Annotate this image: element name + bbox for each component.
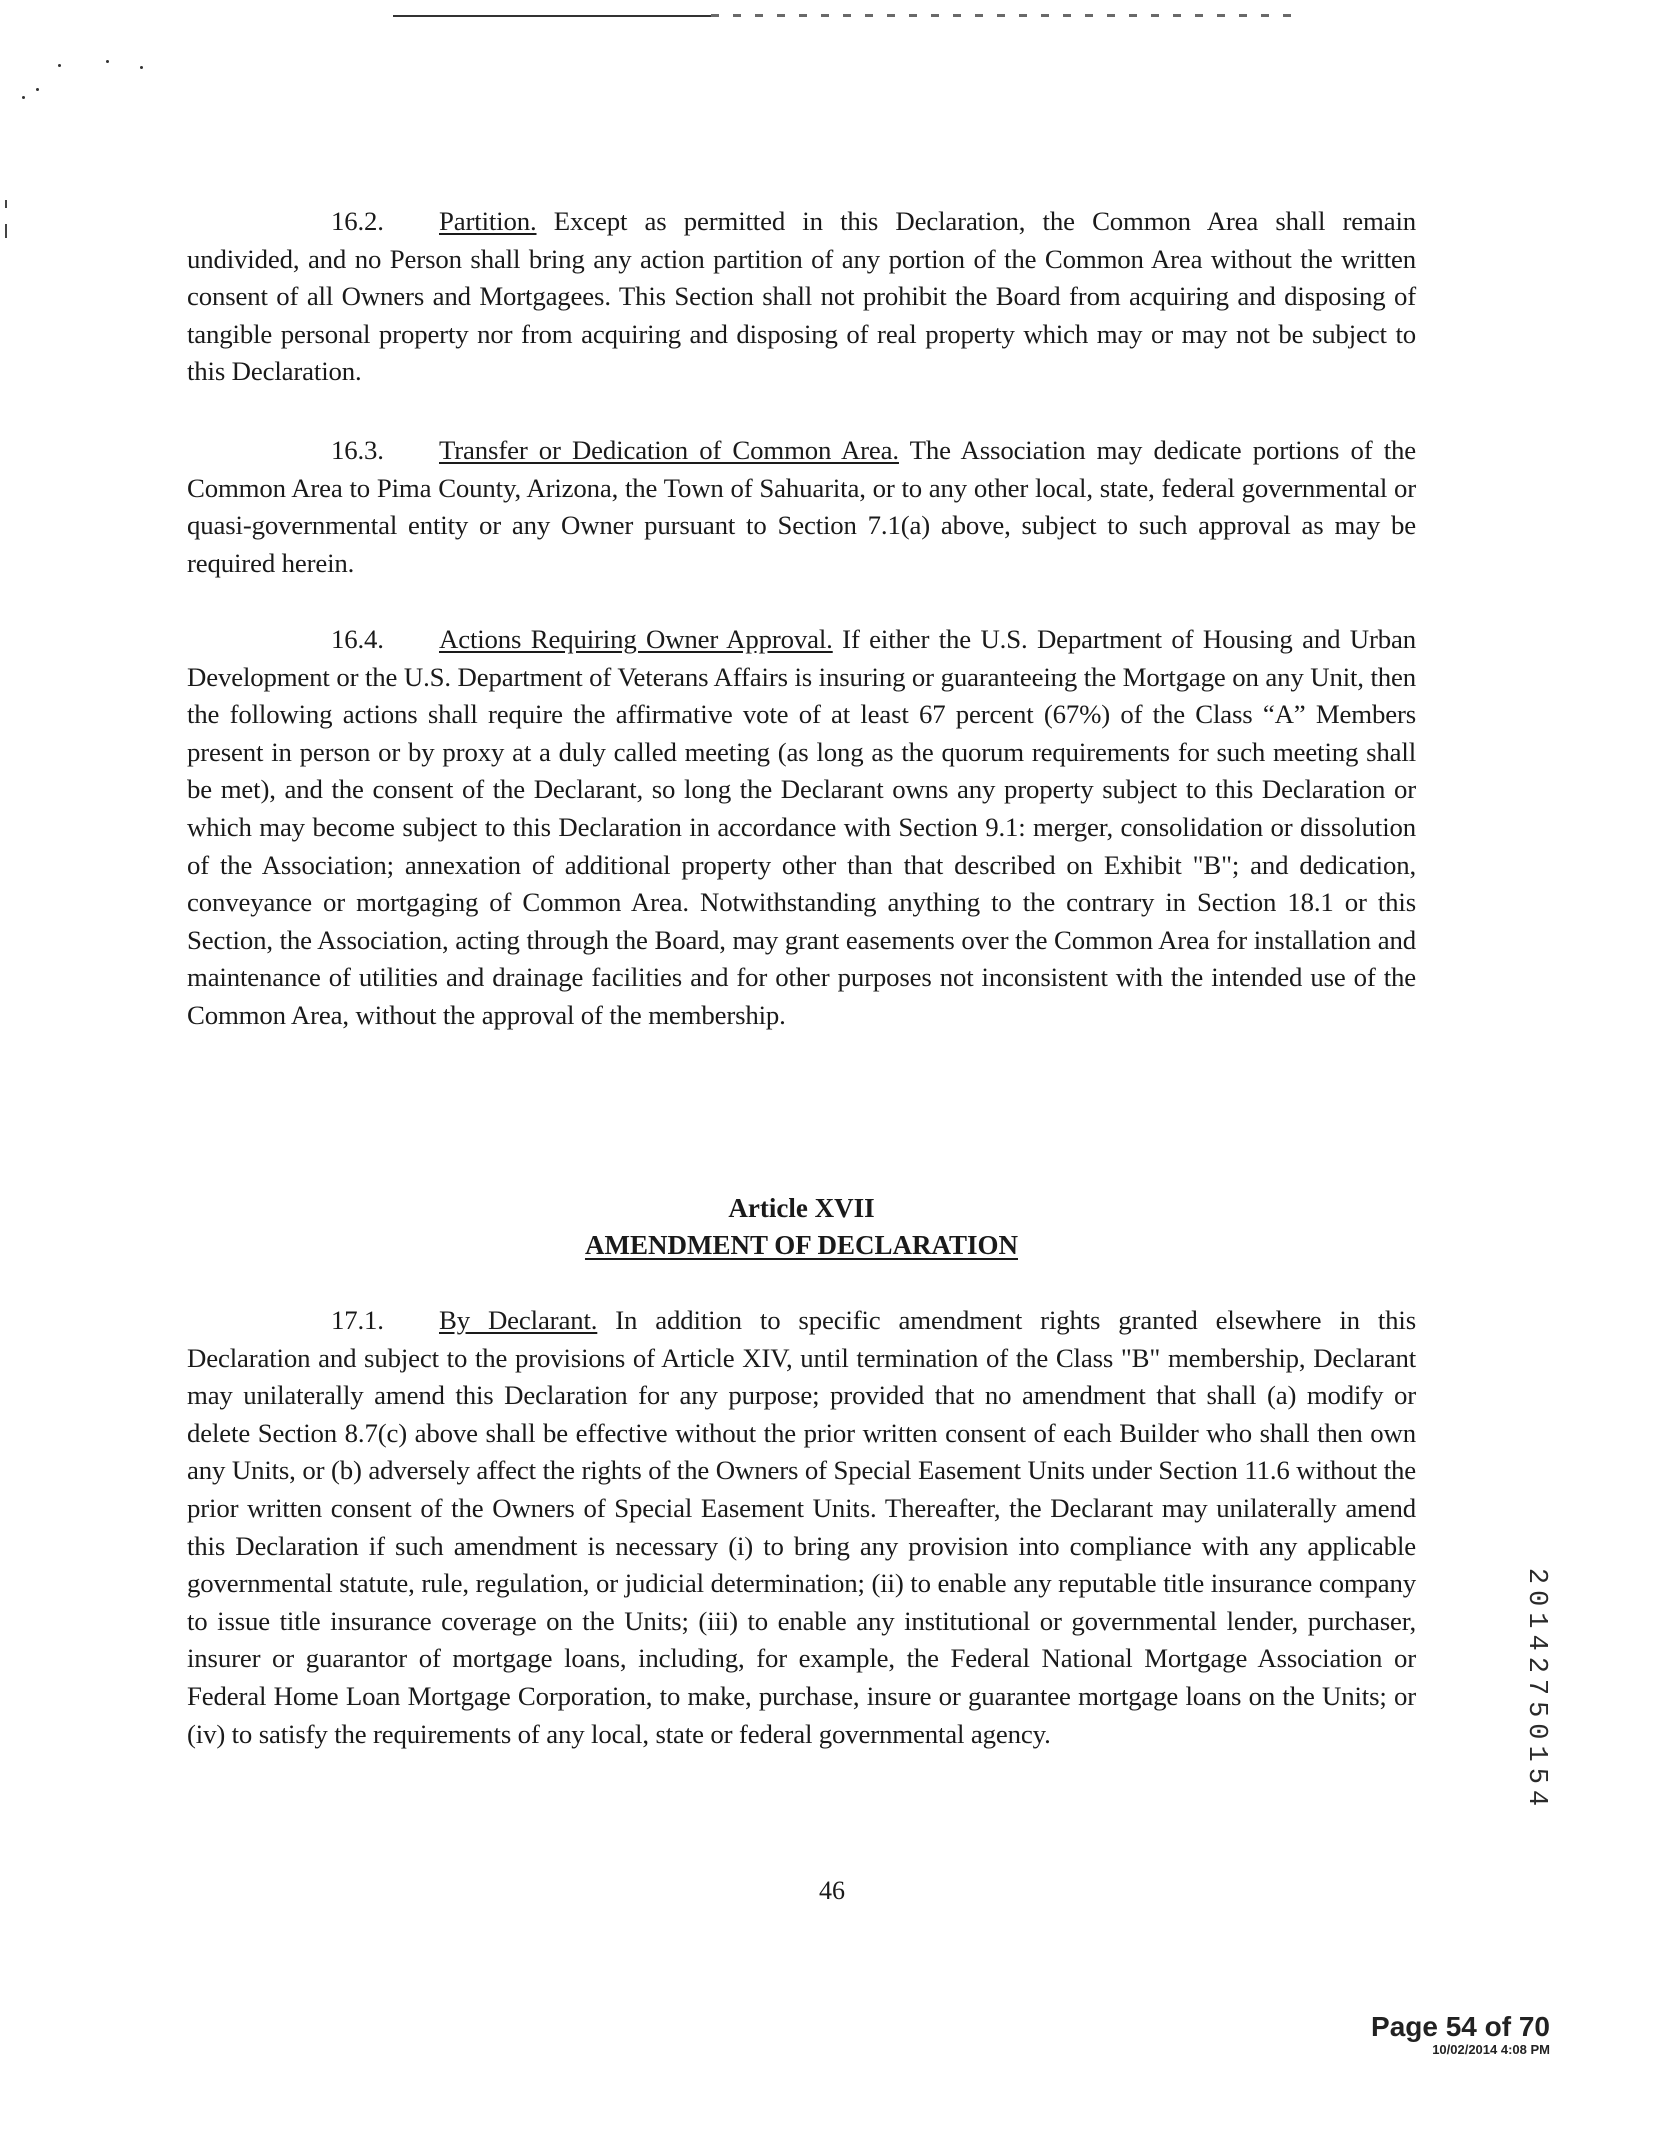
section-title: By Declarant. (439, 1305, 598, 1335)
page-number: 46 (819, 1876, 845, 1905)
section-title: Actions Requiring Owner Approval. (439, 624, 833, 654)
section-16-3 (187, 432, 1416, 582)
section-title: Partition. (439, 206, 537, 236)
stamp-date: 10/02/2014 4:08 PM (1432, 2042, 1550, 2057)
page-count: Page 54 of 70 (1371, 2011, 1550, 2042)
section-body: If either the U.S. Department of Housing and Urban Development or the U.S. Department of Veterans Affairs is insuring or guaranteeing the Mortgage on any Unit, then the following actions shall require the affirmative vote of at least 67 percent (67%) of the Class “A” Members present in person or by proxy at a duly called meeting (as long as the quorum requirements for such meeting shall be met), and the consent of the Declarant, so long the Declarant owns any property subject to this Declaration or which may become subject to this Declaration in accordance with Section 9.1: merger, consolidation or dissolution of the Association; annexation of additional property other than that described on Exhibit "B"; and dedication, conveyance or mortgaging of Common Area. Notwithstanding anything to the contrary in Section 18.1 or this Section, the Association, acting through the Board, may grant easements over the Common Area for installation and maintenance of utilities and drainage facilities and for other purposes not inconsistent with the intended use of the Common Area, without the approval of the membership. (187, 624, 1416, 1030)
scan-margin-tick (5, 224, 7, 238)
section-17-1 (187, 1302, 1416, 1753)
section-body: Except as permitted in this Declaration, the Common Area shall remain undivided, and no Person shall bring any action partition of any portion of the Common Area without the written consent of all Owners and Mortgagees. This Section shall not prohibit the Board from acquiring and disposing of tangible personal property nor from acquiring and disposing of real property which may or may not be subject to this Declaration. (187, 206, 1416, 387)
section-body: In addition to specific amendment rights granted elsewhere in this Declaration and subject to the provisions of Article XIV, until termination of the Class "B" membership, Declarant may unilaterally amend this Declaration for any purpose; provided that no amendment that shall (a) modify or delete Section 8.7(c) above shall be effective without the prior written consent of each Builder who shall then own any Units, or (b) adversely affect the rights of the Owners of Special Easement Units under Section 11.6 without the prior written consent of the Owners of Special Easement Units. Thereafter, the Declarant may unilaterally amend this Declaration if such amendment is necessary (i) to bring any provision into compliance with any applicable governmental statute, rule, regulation, or judicial determination; (ii) to enable any reputable title insurance company to issue title insurance coverage on the Units; (iii) to enable any institutional or governmental lender, purchaser, insurer or guarantor of mortgage loans, including, for example, the Federal National Mortgage Association or Federal Home Loan Mortgage Corporation, to make, purchase, insure or guarantee mortgage loans on the Units; or (iv) to satisfy the requirements of any local, state or federal governmental agency. (187, 1305, 1416, 1749)
scan-specks (14, 58, 154, 118)
section-16-4 (187, 621, 1416, 1035)
section-number: 16.3. (331, 435, 384, 465)
recorder-stamp (1516, 1540, 1556, 1840)
article-label: Article XVII (728, 1193, 875, 1223)
section-title: Transfer or Dedication of Common Area. (439, 435, 899, 465)
section-number: 16.2. (331, 206, 384, 236)
scan-top-rule (393, 15, 711, 17)
scan-top-dashes (711, 14, 1291, 17)
scan-margin-tick (5, 200, 7, 208)
section-number: 17.1. (331, 1305, 384, 1335)
article-heading (187, 1190, 1416, 1264)
section-number: 16.4. (331, 624, 384, 654)
section-16-2 (187, 203, 1416, 391)
footer-stamp (1371, 2012, 1550, 2058)
recorder-stamp-number: 20142750154 (1521, 1567, 1551, 1813)
section-body: The Association may dedicate portions of the Common Area to Pima County, Arizona, the Town of Sahuarita, or to any other local, state, federal governmental or quasi-governmental entity or any Owner pursuant to Section 7.1(a) above, subject to such approval as may be required herein. (187, 435, 1416, 578)
article-title: AMENDMENT OF DECLARATION (584, 1230, 1018, 1260)
